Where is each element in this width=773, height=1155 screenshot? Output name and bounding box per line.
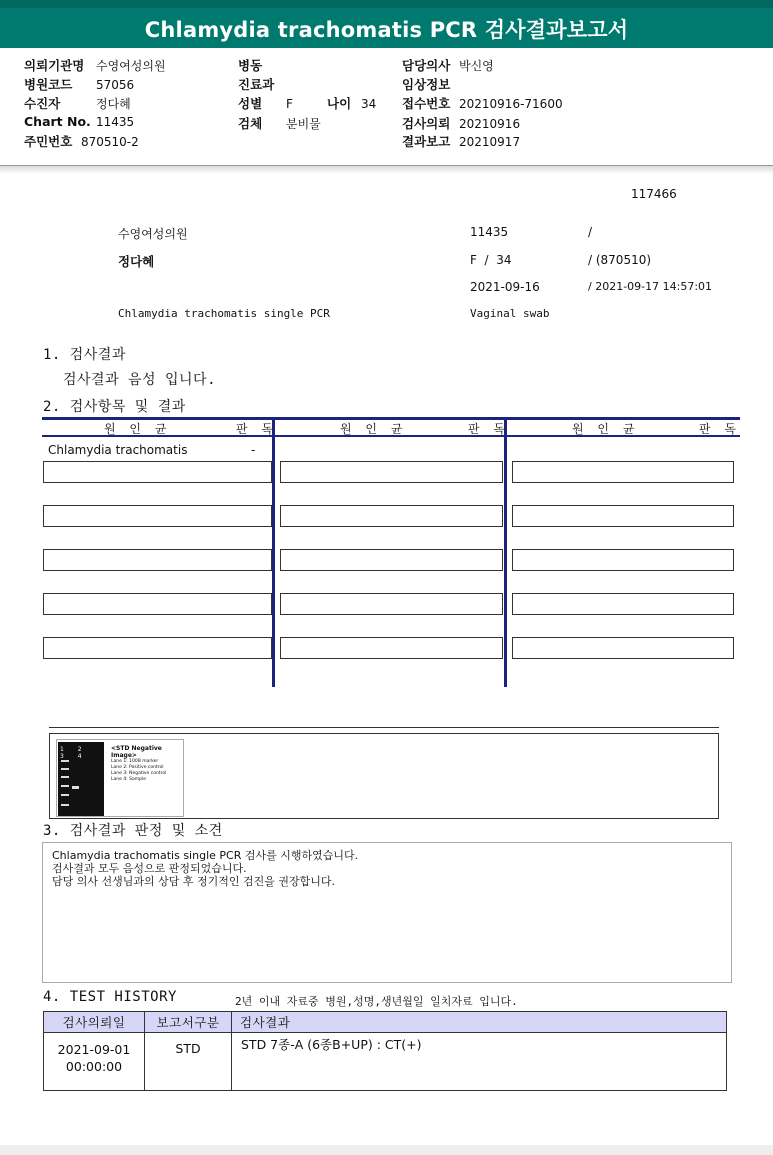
- opinion-box: [42, 842, 732, 983]
- page-bottom-bar: [0, 1145, 773, 1155]
- info-clinic: 수영여성의원: [118, 227, 188, 241]
- field-label: 검사의뢰: [402, 116, 451, 131]
- history-result: STD 7종-A (6종B+UP) : CT(+): [232, 1033, 727, 1091]
- gel-band: [61, 804, 69, 806]
- section2-title: 2. 검사항목 및 결과: [43, 399, 186, 415]
- field-label: 수진자: [24, 96, 61, 111]
- field-value: 20210916: [459, 117, 521, 131]
- col-header-pathogen: 원 인 균: [104, 422, 172, 436]
- field-value: 34: [361, 97, 377, 111]
- field-value: 11435: [96, 115, 135, 129]
- result-cell: [512, 593, 734, 615]
- opinion-line: 검사결과 모두 음성으로 판정되었습니다.: [52, 862, 247, 875]
- result-cell: [43, 593, 272, 615]
- pathogen-result: -: [251, 443, 256, 457]
- info-specimen: Vaginal swab: [470, 307, 550, 320]
- history-note: 2년 이내 자료중 병원,성명,생년월일 일치자료 입니다.: [235, 995, 518, 1008]
- field-label: 주민번호: [24, 134, 73, 149]
- gel-band: [61, 776, 69, 778]
- result-cell: [280, 593, 503, 615]
- field-label: Chart No.: [24, 114, 91, 129]
- field-value: 분비물: [286, 117, 321, 131]
- field-label: 검체: [238, 116, 263, 131]
- field-hospital-code: [24, 75, 134, 93]
- field-doctor: [402, 56, 494, 74]
- field-chart-no: [24, 114, 134, 129]
- results-grid-divider: [272, 417, 275, 687]
- gel-band: [61, 794, 69, 796]
- info-separator: /: [588, 225, 593, 239]
- field-value: 정다혜: [96, 97, 131, 111]
- result-cell: [280, 461, 503, 483]
- field-label: 담당의사: [402, 58, 451, 73]
- gel-electrophoresis-image: [56, 739, 184, 817]
- result-cell: [43, 549, 272, 571]
- field-label: 임상정보: [402, 77, 451, 92]
- field-resident-no: [24, 132, 139, 150]
- field-label: 결과보고: [402, 134, 451, 149]
- history-date: 2021-09-01: [57, 1042, 131, 1057]
- history-time: 00:00:00: [65, 1059, 123, 1074]
- field-value: 수영여성의원: [96, 59, 166, 73]
- report-header: [0, 48, 773, 166]
- field-label: 병동: [238, 58, 263, 73]
- field-value: F: [286, 97, 293, 111]
- history-type: STD: [145, 1033, 232, 1091]
- opinion-line: Chlamydia trachomatis single PCR 검사를 시행하였습니다.: [52, 849, 359, 862]
- table-row: [44, 1033, 727, 1091]
- section1-title: 1. 검사결과: [43, 347, 126, 363]
- results-grid-divider: [504, 417, 507, 687]
- gel-legend-line: Lane 3: Negative control: [111, 771, 167, 776]
- col-header: 검사의뢰일: [44, 1012, 145, 1033]
- gel-lanes-image: [58, 742, 104, 816]
- field-age: [327, 94, 376, 112]
- gel-legend-line: Lane 1: 100B marker: [111, 759, 159, 764]
- info-chart-no: 11435: [470, 225, 509, 239]
- info-report-datetime: / 2021-09-17 14:57:01: [588, 280, 713, 293]
- col-header-judgement: 판 독: [236, 422, 278, 436]
- info-request-date: 2021-09-16: [470, 280, 540, 294]
- result-cell: [512, 637, 734, 659]
- col-header-pathogen: 원 인 균: [340, 422, 408, 436]
- gel-band: [61, 785, 69, 787]
- result-cell: [280, 505, 503, 527]
- field-value: 20210917: [459, 135, 521, 149]
- info-birth: / (870510): [588, 253, 652, 267]
- field-label: 접수번호: [402, 96, 451, 111]
- gel-image-title: <STD Negative Image>: [111, 745, 162, 759]
- field-request-date: [402, 114, 520, 132]
- table-header-row: [44, 1012, 727, 1033]
- field-ward: [238, 56, 286, 74]
- info-test-name: Chlamydia trachomatis single PCR: [118, 307, 330, 320]
- col-header-pathogen: 원 인 균: [572, 422, 640, 436]
- field-label: 진료과: [238, 77, 275, 92]
- gel-band: [61, 760, 69, 762]
- info-patient: 정다혜: [118, 254, 155, 269]
- result-cell: [280, 549, 503, 571]
- result-summary: 검사결과 음성 입니다.: [63, 372, 217, 388]
- result-cell: [512, 461, 734, 483]
- section4-title: 4. TEST HISTORY: [43, 989, 177, 1005]
- col-header-judgement: 판 독: [699, 422, 741, 436]
- field-value: 870510-2: [81, 135, 139, 149]
- field-value: 20210916-71600: [459, 97, 563, 111]
- header-shadow: [0, 166, 773, 174]
- field-receipt-no: [402, 94, 563, 112]
- image-divider: [49, 727, 719, 728]
- field-value: 박신영: [459, 59, 494, 73]
- result-cell: [280, 637, 503, 659]
- field-department: [238, 75, 286, 93]
- col-header: 보고서구분: [145, 1012, 232, 1033]
- gel-lane-numbers: 1 2 3 4: [60, 746, 88, 760]
- info-sex-age: F / 34: [470, 253, 512, 267]
- report-title: Chlamydia trachomatis PCR 검사결과보고서: [144, 18, 629, 42]
- result-cell: [43, 637, 272, 659]
- title-bar: [0, 0, 773, 48]
- col-header-judgement: 판 독: [468, 422, 510, 436]
- field-value: 57056: [96, 78, 135, 92]
- test-history-table: [43, 1011, 727, 1091]
- gel-band: [61, 768, 69, 770]
- pathogen-name: Chlamydia trachomatis: [48, 443, 188, 457]
- gel-legend-line: Lane 4: Sample: [111, 777, 146, 782]
- result-cell: [43, 505, 272, 527]
- field-patient: [24, 94, 131, 112]
- field-institution: [24, 56, 166, 74]
- field-clinical-info: [402, 75, 459, 93]
- field-report-date: [402, 132, 520, 150]
- field-label: 나이: [327, 96, 352, 111]
- report-number: 117466: [631, 187, 677, 201]
- field-specimen: [238, 114, 321, 132]
- section3-title: 3. 검사결과 판정 및 소견: [43, 823, 223, 839]
- result-cell: [43, 461, 272, 483]
- gel-legend-line: Lane 2: Positive control: [111, 765, 164, 770]
- field-label: 병원코드: [24, 77, 73, 92]
- field-sex: [238, 94, 293, 112]
- result-cell: [512, 549, 734, 571]
- field-label: 의뢰기관명: [24, 58, 85, 73]
- opinion-line: 담당 의사 선생님과의 상담 후 정기적인 검진을 권장합니다.: [52, 875, 335, 888]
- gel-band: [72, 786, 79, 789]
- col-header: 검사결과: [232, 1012, 727, 1033]
- result-cell: [512, 505, 734, 527]
- field-label: 성별: [238, 96, 263, 111]
- history-date-cell: [44, 1033, 145, 1091]
